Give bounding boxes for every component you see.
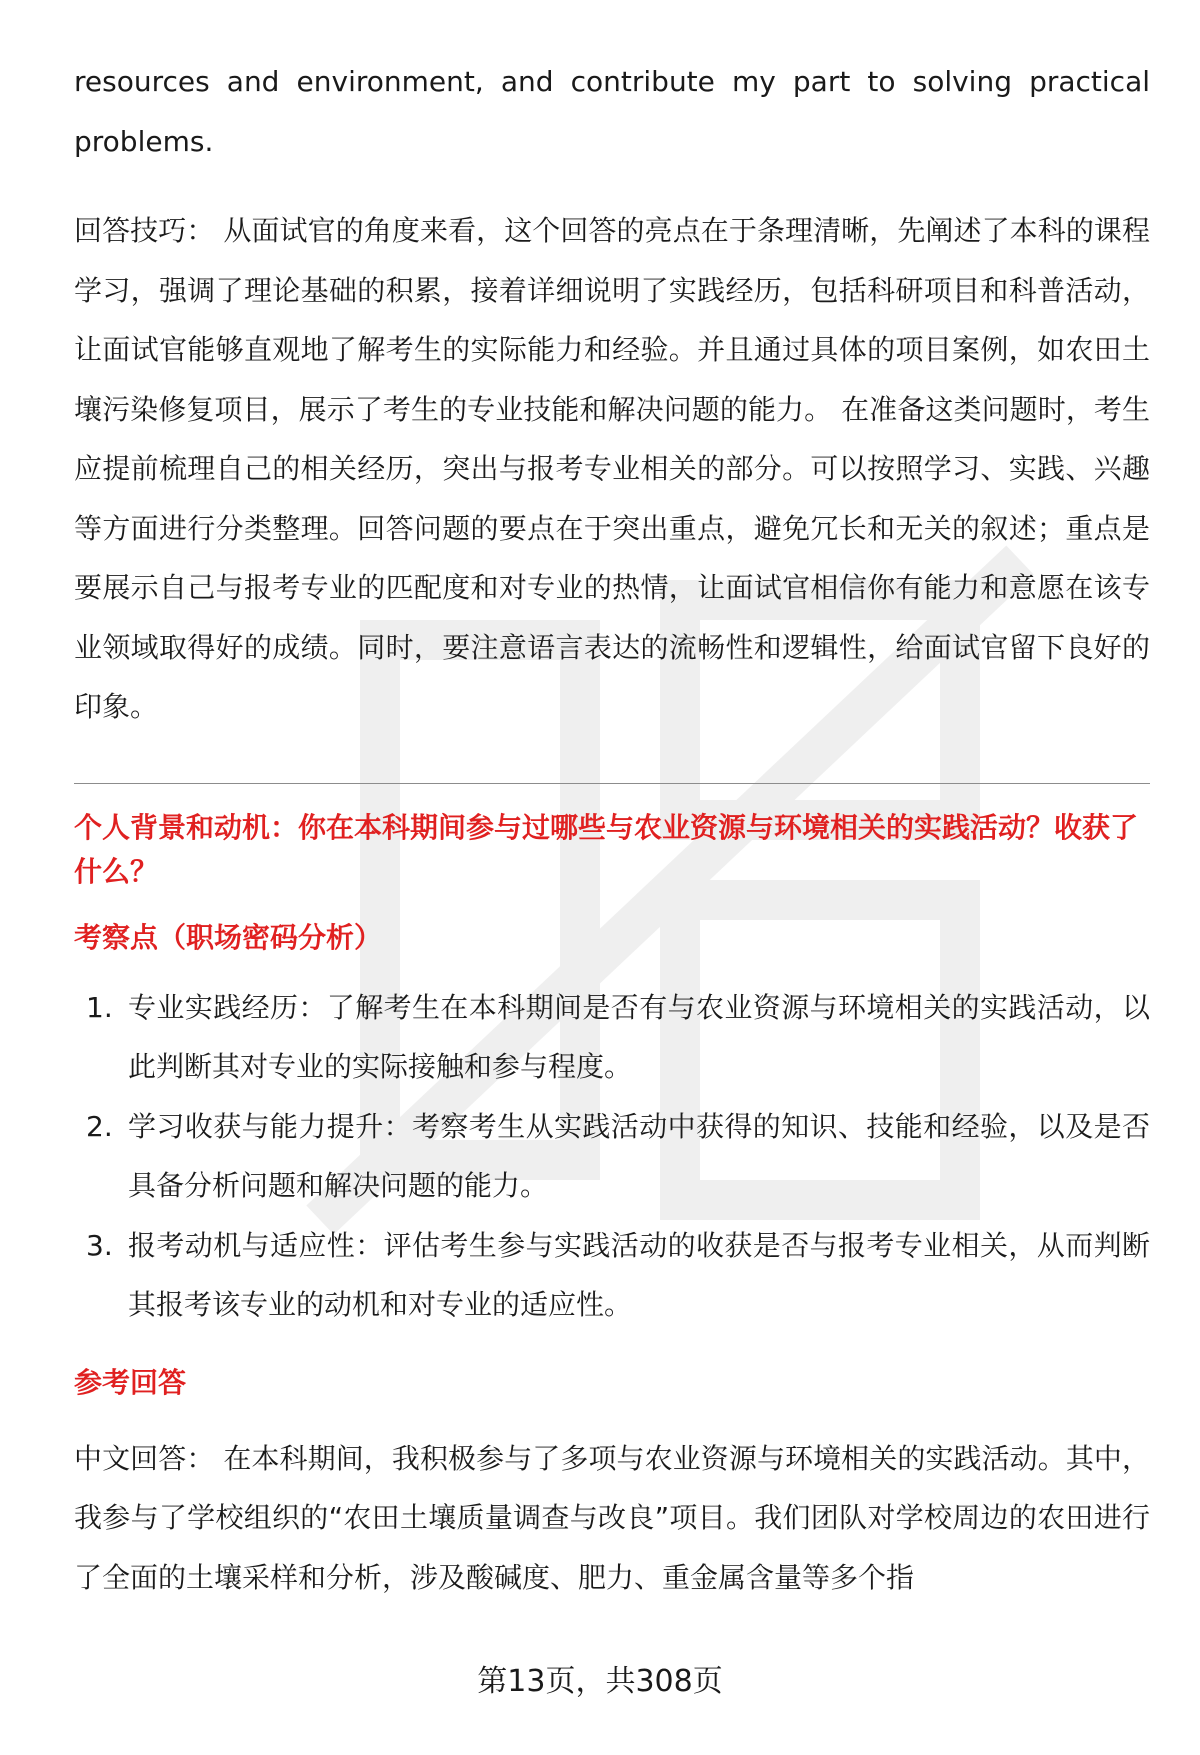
- focus-points-list: [74, 978, 1150, 1335]
- list-item-text: 报考动机与适应性：评估考生参与实践活动的收获是否与报考专业相关，从而判断其报考该专业的动机和对专业的适应性。: [128, 1228, 1150, 1321]
- list-item: [74, 1216, 1150, 1335]
- focus-heading: 考察点（职场密码分析）: [74, 920, 383, 954]
- reference-answer-heading: 参考回答: [74, 1365, 187, 1399]
- section-divider: [74, 783, 1150, 784]
- list-item: [74, 978, 1150, 1097]
- english-answer-tail: resources and environment, and contribute my part to solving practical problems.: [74, 65, 1150, 158]
- list-number: 3.: [86, 1228, 113, 1262]
- list-item: [74, 1097, 1150, 1216]
- list-number: 2.: [86, 1109, 113, 1143]
- reference-answer-paragraph: 中文回答： 在本科期间，我积极参与了多项与农业资源与环境相关的实践活动。其中，我参与了学校组织的“农田土壤质量调查与改良”项目。我们团队对学校周边的农田进行了全面的土壤采样和分析，涉及酸碱度、肥力、重金属含量等多个指: [74, 1441, 1150, 1594]
- list-item-text: 学习收获与能力提升：考察考生从实践活动中获得的知识、技能和经验，以及是否具备分析问题和解决问题的能力。: [128, 1109, 1150, 1202]
- question-title: 个人背景和动机：你在本科期间参与过哪些与农业资源与环境相关的实践活动？收获了什么？: [74, 810, 1139, 888]
- page-content: [74, 52, 1150, 1607]
- answer-tips-paragraph: 回答技巧： 从面试官的角度来看，这个回答的亮点在于条理清晰，先阐述了本科的课程学习，强调了理论基础的积累，接着详细说明了实践经历，包括科研项目和科普活动，让面试官能够直观地了解考生的实际能力和经验。并且通过具体的项目案例，如农田土壤污染修复项目，展示了考生的专业技能和解决问题的能力。 在准备这类问题时，考生应提前梳理自己的相关经历，突出与报考专业相关的部分。可以按照学习、实践、兴趣等方面进行分类整理。回答问题的要点在于突出重点，避免冗长和无关的叙述；重点是要展示自己与报考专业的匹配度和对专业的热情，让面试官相信你有能力和意愿在该专业领域取得好的成绩。同时，要注意语言表达的流畅性和逻辑性，给面试官留下良好的印象。: [74, 214, 1150, 723]
- list-item-text: 专业实践经历：了解考生在本科期间是否有与农业资源与环境相关的实践活动，以此判断其对专业的实际接触和参与程度。: [128, 990, 1150, 1083]
- list-number: 1.: [86, 990, 113, 1024]
- page-number-footer: 第13页，共308页: [477, 1664, 723, 1699]
